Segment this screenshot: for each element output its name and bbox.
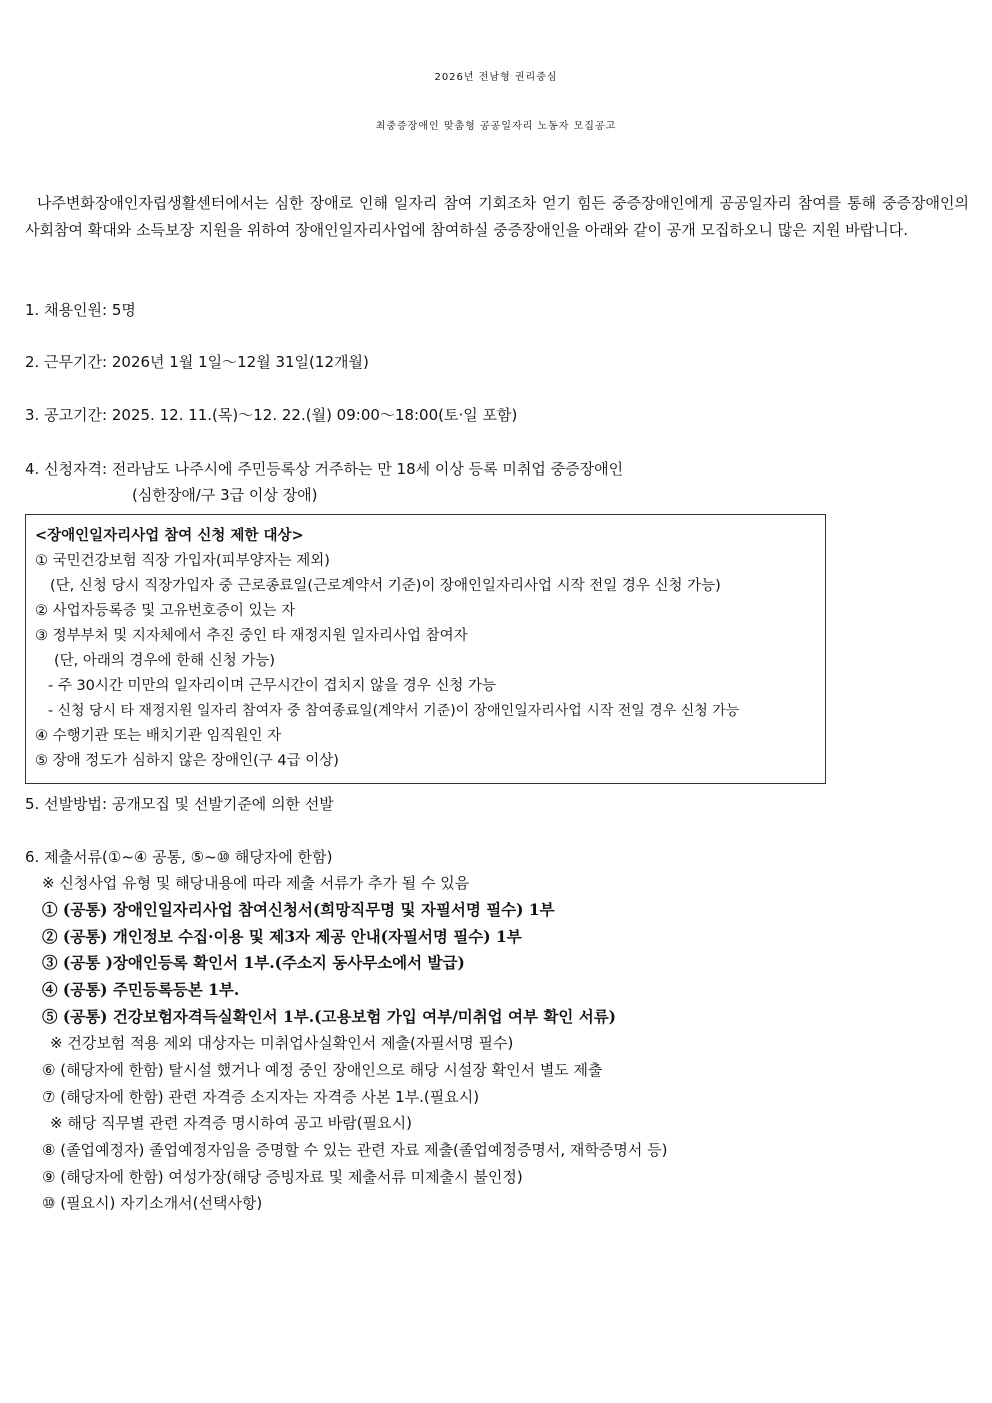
- document-item: ⑤ (공통) 건강보험자격득실확인서 1부.(고용보험 가입 여부/미취업 여부 확인 서류): [42, 1007, 617, 1026]
- document-item: ⑧ (졸업예정자) 졸업예정자임을 증명할 수 있는 관련 자료 제출(졸업예정증명서, 재학증명서 등): [42, 1141, 668, 1159]
- document-item: ③ (공통 )장애인등록 확인서 1부.(주소지 동사무소에서 발급): [42, 953, 465, 972]
- documents-note: ※ 신청사업 유형 및 해당내용에 따라 제출 서류가 추가 될 수 있음: [42, 874, 470, 892]
- restriction-line: ③ 정부부처 및 지자체에서 추진 중인 타 재정지원 일자리사업 참여자: [35, 628, 468, 644]
- restriction-heading: <장애인일자리사업 참여 신청 제한 대상>: [35, 527, 304, 544]
- restriction-line: ④ 수행기관 또는 배치기관 임직원인 자: [35, 728, 282, 744]
- document-item: ⑩ (필요시) 자기소개서(선택사항): [42, 1194, 263, 1212]
- document-item: ② (공통) 개인정보 수집·이용 및 제3자 제공 안내(자필서명 필수) 1부: [42, 927, 522, 946]
- item-eligibility-sub: (심한장애/구 3급 이상 장애): [132, 486, 318, 504]
- intro-paragraph: [25, 190, 969, 244]
- restriction-line: - 주 30시간 미만의 일자리이며 근무시간이 겹치지 않을 경우 신청 가능: [48, 678, 496, 694]
- intro-text: 나주변화장애인자립생활센터에서는 심한 장애로 인해 일자리 참여 기회조차 얻기 힘든 중증장애인에게 공공일자리 참여를 통해 중증장애인의 사회참여 확대와 소득보장 지원을 위하여 장애인일자리사업에 참여하실 중증장애인을 아래와 같이 공개 모집하오니 많은 지원 바랍니다.: [25, 194, 969, 239]
- restriction-line: (단, 신청 당시 직장가입자 중 근로종료일(근로계약서 기준)이 장애인일자리사업 시작 전일 경우 신청 가능): [50, 578, 721, 594]
- restriction-line: ② 사업자등록증 및 고유번호증이 있는 자: [35, 603, 296, 619]
- document-item: ① (공통) 장애인일자리사업 참여신청서(희망직무명 및 자필서명 필수) 1부: [42, 900, 555, 919]
- document-item: ⑦ (해당자에 한함) 관련 자격증 소지자는 자격증 사본 1부.(필요시): [42, 1088, 480, 1106]
- document-note: ※ 해당 직무별 관련 자격증 명시하여 공고 바람(필요시): [50, 1114, 412, 1132]
- restriction-box: [25, 514, 826, 784]
- item-work-period: 2. 근무기간: 2026년 1월 1일～12월 31일(12개월): [25, 353, 369, 371]
- item-notice-period: 3. 공고기간: 2025. 12. 11.(목)～12. 22.(월) 09:00～18:00(토·일 포함): [25, 406, 518, 424]
- page-title-line1: 2026년 전남형 권리중심: [434, 72, 558, 83]
- item-selection: 5. 선발방법: 공개모집 및 선발기준에 의한 선발: [25, 795, 334, 813]
- document-item: ⑨ (해당자에 한함) 여성가장(해당 증빙자료 및 제출서류 미제출시 불인정): [42, 1168, 523, 1186]
- item-eligibility: 4. 신청자격: 전라남도 나주시에 주민등록상 거주하는 만 18세 이상 등록 미취업 중증장애인: [25, 460, 624, 478]
- restriction-line: - 신청 당시 타 재정지원 일자리 참여자 중 참여종료일(계약서 기준)이 장애인일자리사업 시작 전일 경우 신청 가능: [48, 703, 740, 719]
- restriction-line: ① 국민건강보험 직장 가입자(피부양자는 제외): [35, 553, 330, 569]
- item-documents: 6. 제출서류(①~④ 공통, ⑤~⑩ 해당자에 한함): [25, 848, 333, 866]
- item-recruit: 1. 채용인원: 5명: [25, 301, 136, 319]
- restriction-line: (단, 아래의 경우에 한해 신청 가능): [54, 653, 276, 669]
- document-note: ※ 건강보험 적용 제외 대상자는 미취업사실확인서 제출(자필서명 필수): [50, 1034, 514, 1052]
- page-title-line2: 최중증장애인 맞춤형 공공일자리 노동자 모집공고: [375, 121, 617, 132]
- document-item: ⑥ (해당자에 한함) 탈시설 했거나 예정 중인 장애인으로 해당 시설장 확인서 별도 제출: [42, 1061, 603, 1079]
- document-item: ④ (공통) 주민등록등본 1부.: [42, 980, 240, 999]
- restriction-line: ⑤ 장애 정도가 심하지 않은 장애인(구 4급 이상): [35, 753, 339, 769]
